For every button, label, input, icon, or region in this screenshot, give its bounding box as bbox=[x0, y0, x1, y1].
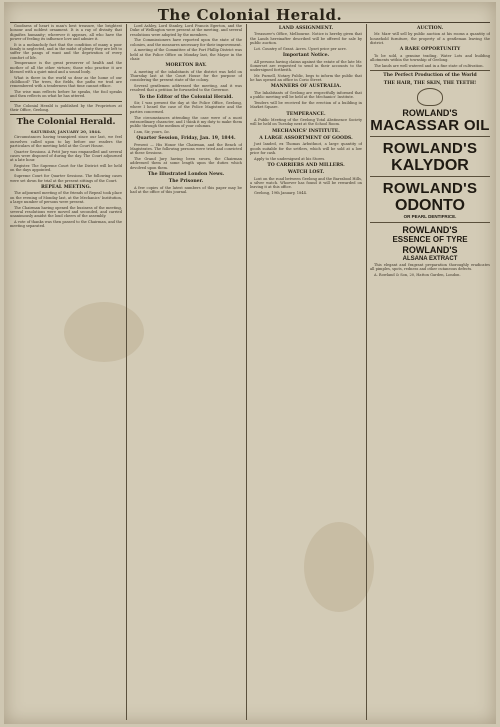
ad-brand: ROWLAND'S bbox=[402, 244, 458, 255]
column-3 bbox=[250, 24, 362, 720]
article-paragraph: Treasurer's Office, Melbourne. Notice is hereby given that the Lands hereinafter described will be offered for sale by public auction. bbox=[250, 32, 362, 45]
article-paragraph: Mr. Marr will sell by public auction at his rooms a quantity of household furniture, the property of a gentleman leaving the district. bbox=[370, 32, 490, 45]
article-heading: Quarter Session, Friday, Jan. 19, 1844. bbox=[136, 136, 236, 142]
article-paragraph: The lands are well watered and in a fine state of cultivation. bbox=[374, 63, 484, 68]
article-heading: MECHANICS' INSTITUTE. bbox=[272, 128, 340, 134]
article-paragraph: It is a melancholy fact that the condition of many a poor family is neglected, and in the midst of plenty they are left to suffer the pangs of want and the deprivation of every comfort of life. bbox=[10, 42, 122, 60]
article-paragraph: A meeting of the inhabitants of the district was held on Thursday last at the Court House for the purpose of considering the present state of the colony. bbox=[130, 69, 242, 83]
divider bbox=[10, 114, 122, 115]
divider bbox=[370, 222, 490, 223]
article-paragraph: A. Rowland & Son, 20, Hatton Garden, London. bbox=[374, 273, 461, 277]
article-paragraph: Apply to the undersigned at his Stores. bbox=[254, 156, 326, 161]
article-paragraph: Circumstances having transpired since our last, we feel ourselves called upon to lay before our readers the particulars of the meeting held at the Court House. bbox=[10, 135, 122, 148]
article-heading: MORETON BAY. bbox=[165, 63, 207, 69]
article-paragraph: Lot. Country of Grant. Acres. Upset price per acre. bbox=[254, 46, 347, 51]
ad-product-title: KALYDOR bbox=[391, 156, 469, 174]
article-paragraph: The circumstances attending the case were of a most extraordinary character, and I think it my duty to make them public through the medium of your columns. bbox=[130, 115, 242, 129]
article-heading: To the Editor of the Colonial Herald. bbox=[139, 94, 233, 100]
article-paragraph: A vote of thanks was then passed to the Chairman, and the meeting separated. bbox=[10, 220, 122, 229]
article-heading: TEMPERANCE. bbox=[286, 111, 326, 117]
ad-heading: The Perfect Production of the World bbox=[383, 73, 477, 79]
article-paragraph: The Chairman having opened the business of the meeting, several resolutions were moved and seconded, and carried unanimously amidst the loud cheers of the assembly. bbox=[10, 205, 122, 219]
article-paragraph: Several gentlemen addressed the meeting, and it was resolved that a petition be forwarded to the Governor. bbox=[130, 84, 242, 93]
article-paragraph: Sir, I was present the day at the Police Office, Geelong, where I heard the case of the Police Magistrate and the parties concerned. bbox=[130, 101, 242, 114]
article-paragraph: Quarter Sessions. A Petit Jury was empanelled and several cases were disposed of during the day. The Court adjourned at a late hour. bbox=[10, 149, 122, 163]
article-paragraph: Tenders will be received for the erection of a building in Market Square. bbox=[250, 100, 362, 110]
article-paragraph: I am, Sir, yours, &c. bbox=[134, 129, 171, 134]
article-paragraph: Just landed, ex Thomas Arbuthnot, a large quantity of goods suitable for the settlers, which will be sold at a low price for cash. bbox=[250, 142, 362, 155]
article-paragraph: The adjourned meeting of the friends of Repeal took place on the evening of Monday last, at the Mechanics' Institution, a large number of persons were present. bbox=[10, 191, 122, 204]
article-paragraph: Lost on the road between Geelong and the Barrabool Hills, a silver watch. Whoever has found it will be rewarded on leaving it at this office. bbox=[250, 176, 362, 190]
article-paragraph: The Commissioners have reported upon the state of the colonies, and the measures necessary for their improvement. bbox=[130, 38, 242, 47]
ad-product-title: ALSANA EXTRACT bbox=[402, 255, 458, 262]
section-title: The Colonial Herald. bbox=[16, 117, 116, 128]
article-paragraph: Supreme Court for Quarter Sessions. The following cases were set down for trial at the present sittings of the Court. bbox=[10, 174, 122, 183]
column-separator bbox=[366, 24, 367, 720]
column-2 bbox=[130, 24, 242, 720]
article-paragraph: To be sold, a genuine trading, Water Lots and building allotments within the township of Geelong. bbox=[370, 53, 490, 62]
column-4 bbox=[370, 24, 490, 720]
dateline: SATURDAY, JANUARY 20, 1844. bbox=[30, 129, 102, 135]
article-paragraph: Lord Ashley, Lord Stanley, Lord Francis Egerton, and the Duke of Wellington were present at the meeting, and several resolutions were adopted by the members. bbox=[130, 24, 242, 37]
article-paragraph: Goodness of heart is man's best treasure, the brightest honour and noblest ornament. It is a ray of divinity that dignifies humanity; wherever it appears, all who have the power of feeling its influence love and admire it. bbox=[10, 24, 122, 41]
article-heading: WATCH LOST. bbox=[287, 170, 325, 176]
ad-subtitle: OR PEARL DENTIFRICE. bbox=[403, 213, 457, 219]
ad-product-title: ODONTO bbox=[395, 196, 465, 214]
article-heading: A LARGE ASSORTMENT OF GOODS. bbox=[259, 135, 353, 141]
divider bbox=[370, 176, 490, 177]
column-separator bbox=[126, 24, 127, 720]
divider bbox=[370, 70, 490, 71]
article-paragraph: The Grand Jury having been sworn, the Chairman addressed them at some length upon the duties which devolved upon them. bbox=[130, 157, 242, 170]
article-paragraph: Mr. Purnell, Notary Public, begs to inform the public that he has opened an office in Corio Street. bbox=[250, 73, 362, 83]
article-paragraph: Register. The Supreme Court for the District will be held on the days appointed. bbox=[10, 164, 122, 173]
article-paragraph: Present — His Honor the Chairman, and the Bench of Magistrates. The following persons were tried and convicted at these Sessions. bbox=[130, 142, 242, 156]
column-separator bbox=[246, 24, 247, 720]
article-paragraph: A Public Meeting of the Geelong Total Abstinence Society will be held on Tuesday next at the School Room. bbox=[250, 117, 362, 127]
divider bbox=[10, 101, 122, 102]
publisher-notice: The Colonial Herald is published by the Proprietors at their Office, Geelong. bbox=[10, 103, 122, 113]
column-1 bbox=[10, 24, 122, 720]
divider bbox=[370, 136, 490, 137]
ad-product-title: ESSENCE OF TYRE bbox=[392, 234, 468, 244]
ad-heading: THE HAIR, THE SKIN, THE TEETH! bbox=[383, 80, 477, 86]
article-heading: Important Notice. bbox=[282, 53, 330, 59]
royal-crest-icon bbox=[417, 88, 443, 106]
article-heading: MANNERS OF AUSTRALIA. bbox=[270, 84, 342, 90]
article-heading: LAND ASSIGNMENT. bbox=[278, 26, 334, 31]
masthead-rule bbox=[10, 22, 490, 23]
article-paragraph: The Inhabitants of Geelong are respectfully informed that a public meeting will be held at the Mechanics' Institute. bbox=[250, 90, 362, 100]
article-heading: The Prisoner. bbox=[168, 179, 204, 185]
article-paragraph: A meeting of the Committee of the Port Phillip District was held at the Police Office on Monday last, the Mayor in the chair. bbox=[130, 48, 242, 62]
article-heading: The Illustrated London News. bbox=[147, 171, 225, 177]
article-paragraph: A few copies of the latest numbers of this paper may be had at the office of this journal. bbox=[130, 185, 242, 195]
article-heading: A RARE OPPORTUNITY bbox=[399, 47, 461, 53]
article-paragraph: The wise man reflects before he speaks, the fool speaks and then reflects on what he has uttered. bbox=[10, 90, 122, 99]
masthead: The Colonial Herald. bbox=[157, 6, 343, 24]
ad-brand: ROWLAND'S bbox=[382, 139, 478, 157]
article-paragraph: All persons having claims against the estate of the late Mr. Somerset are requested to send in their accounts to the undersigned forthwith. bbox=[250, 59, 362, 73]
ad-brand: ROWLAND'S bbox=[382, 179, 478, 197]
article-footer: Geelong, 19th January, 1844. bbox=[254, 191, 308, 196]
article-paragraph: This elegant and fragrant preparation thoroughly eradicates all pimples, spots, redness and other cutaneous defects. bbox=[370, 262, 490, 272]
article-heading: AUCTION. bbox=[416, 26, 444, 31]
article-heading: TO CARRIERS AND MILLERS. bbox=[267, 163, 345, 169]
ad-product-title: MACASSAR OIL bbox=[370, 116, 490, 134]
article-paragraph: What is there in the world so dear as the home of our childhood? The trees, the fields, the paths we trod are remembered with a tenderness that time cannot efface. bbox=[10, 75, 122, 89]
article-paragraph: Temperance is the great preserver of health and the mother of all the other virtues; those who practise it are blessed with a quiet mind and a sound body. bbox=[10, 61, 122, 74]
ad-brand: ROWLAND'S bbox=[402, 224, 458, 235]
ad-brand: ROWLAND'S bbox=[402, 107, 458, 118]
article-heading: REPEAL MEETING. bbox=[41, 184, 91, 190]
newspaper-page bbox=[4, 2, 496, 724]
